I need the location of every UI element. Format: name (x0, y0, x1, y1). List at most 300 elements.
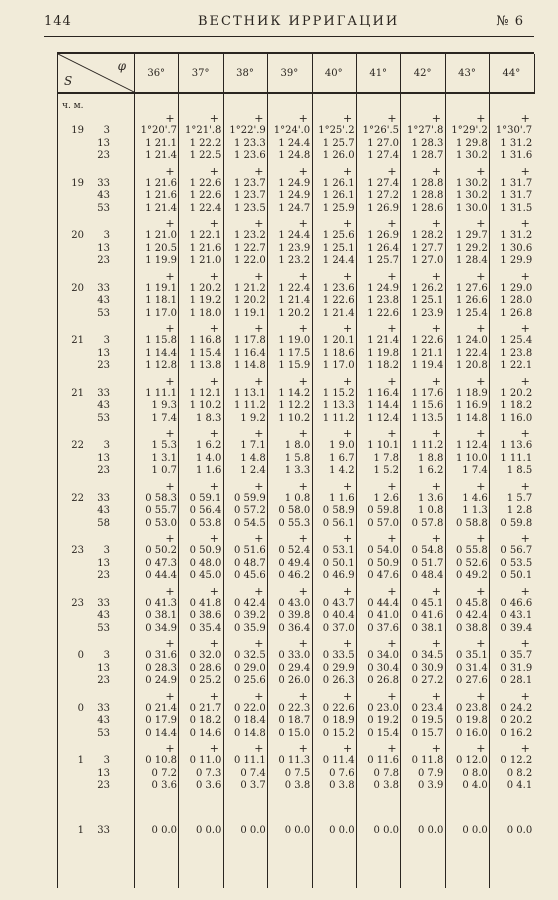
table-cell: 1 9.3 (151, 400, 177, 411)
table-cell: 0 41.0 (367, 610, 399, 621)
sign-row (58, 112, 534, 123)
table-cell: 1 24.9 (278, 177, 311, 189)
table-cell: 0 11.3 (278, 755, 311, 766)
table-cell: 0 0.0 (373, 824, 399, 836)
table-cell: 1 7.1 (240, 440, 266, 451)
table-cell: 0 26.3 (322, 675, 355, 686)
plus-sign: + (254, 322, 264, 335)
table-cell: 1 27.7 (411, 242, 444, 254)
plus-sign: + (165, 479, 175, 493)
plus-sign: + (298, 584, 308, 598)
table-cell: 1 21.4 (278, 295, 311, 306)
table-cell: 1 22.4 (278, 282, 311, 294)
minute-value: 23 (97, 465, 110, 476)
table-cell: 1 5.2 (373, 465, 399, 476)
table-cell: 1 0.8 (284, 492, 311, 504)
plus-sign: + (476, 269, 486, 283)
table-cell: 0 3.8 (284, 780, 311, 791)
plus-sign: + (387, 217, 397, 230)
minute-value: 13 (97, 767, 110, 779)
table-cell: 1 19.2 (189, 295, 222, 306)
table-cell: 1 19.9 (145, 255, 177, 266)
table-cell: 0 58.9 (322, 505, 355, 516)
plus-sign: + (165, 689, 175, 703)
table-cell: 1 22.6 (322, 295, 355, 306)
plus-sign: + (476, 112, 486, 125)
plus-sign: + (342, 584, 353, 598)
sign-row (58, 742, 534, 753)
plus-sign: + (431, 689, 441, 703)
table-cell: 1 22.1 (189, 230, 222, 241)
table-cell: 1 27.4 (367, 150, 399, 161)
table-cell: 0 28.6 (189, 662, 222, 674)
table-cell: 1 14.8 (233, 360, 266, 371)
table-cell: 0 0.0 (240, 824, 266, 836)
plus-sign: + (342, 322, 353, 335)
table-cell: 1 31.7 (500, 177, 533, 189)
table-cell: 0 7.6 (329, 767, 355, 779)
table-cell: 1 11.2 (233, 400, 266, 411)
table-row (58, 610, 534, 621)
table-cell: 0 22.6 (322, 702, 355, 714)
table-cell: 0 53.5 (500, 557, 533, 569)
table-cell: 0 23.4 (411, 702, 444, 714)
table-cell: 1 7.4 (151, 412, 177, 424)
table-cell: 0 58.3 (145, 492, 177, 504)
plus-sign: + (254, 427, 264, 440)
table-cell: 1 30.2 (455, 190, 488, 201)
table-row (58, 243, 534, 254)
plus-sign: + (342, 217, 353, 230)
plus-sign: + (165, 164, 175, 178)
plus-sign: + (520, 374, 530, 388)
table-cell: 0 46.6 (500, 597, 533, 609)
table-cell: 1 21.6 (189, 242, 222, 254)
table-cell: 1 29.2 (455, 242, 488, 254)
latitude-header: 39° (267, 54, 312, 94)
plus-sign: + (476, 689, 486, 703)
minute-value: 13 (97, 662, 110, 674)
plus-sign: + (431, 532, 441, 545)
table-cell: 0 59.9 (233, 492, 266, 504)
plus-sign: + (254, 689, 264, 703)
table-row (58, 675, 534, 686)
table-cell: 0 48.4 (411, 570, 444, 581)
table-cell: 1 22.4 (455, 347, 488, 359)
table-cell: 0 58.8 (455, 517, 488, 529)
table-cell: 0 50.1 (322, 557, 355, 569)
plus-sign: + (298, 689, 308, 703)
plus-sign: + (209, 584, 219, 598)
plus-sign: + (520, 637, 530, 650)
table-row (58, 825, 534, 836)
minute-value: 33 (97, 492, 110, 504)
table-cell: 0 3.7 (240, 780, 266, 791)
table-cell: 0 44.4 (145, 570, 177, 581)
table-cell: 1°29'.2 (451, 125, 488, 136)
minute-value: 13 (97, 347, 110, 359)
table-cell: 0 32.0 (189, 650, 222, 661)
table-cell: 1 13.5 (411, 412, 444, 424)
plus-sign: + (342, 637, 353, 650)
table-cell: 1 30.6 (500, 242, 533, 254)
plus-sign: + (254, 374, 264, 388)
hour-value: 23 (71, 545, 84, 556)
table-cell: 1 31.5 (500, 202, 533, 214)
table-row (58, 728, 534, 739)
table-row (58, 650, 534, 661)
table-row (58, 715, 534, 726)
table-cell: 1°25'.2 (318, 125, 355, 136)
table-row (58, 190, 534, 201)
table-cell: 1 20.8 (455, 360, 488, 371)
table-cell: 0 29.0 (233, 662, 266, 674)
plus-sign: + (431, 637, 441, 650)
table-cell: 0 42.4 (233, 597, 266, 609)
table-row (58, 755, 534, 766)
table-cell: 1 25.1 (322, 242, 355, 254)
table-cell: 0 35.7 (500, 650, 533, 661)
table-cell: 1 8.3 (195, 412, 222, 424)
plus-sign: + (298, 164, 308, 178)
table-row (58, 623, 534, 634)
minute-value: 3 (103, 125, 110, 136)
table-cell: 1 26.2 (411, 282, 444, 294)
table-cell: 1 31.2 (500, 137, 533, 149)
table-cell: 1 19.1 (233, 307, 266, 319)
table-cell: 1 21.0 (145, 230, 177, 241)
table-cell: 0 39.4 (500, 622, 533, 634)
minute-value: 13 (97, 452, 110, 464)
table-cell: 0 3.6 (151, 780, 177, 791)
table-cell: 0 38.1 (145, 610, 177, 621)
table-row (58, 335, 534, 346)
table-cell: 1 1.3 (462, 505, 488, 516)
table-cell: 1 16.9 (455, 400, 488, 411)
table-cell: 0 11.4 (322, 755, 355, 766)
plus-sign: + (298, 322, 308, 335)
latitude-header: 44° (489, 54, 534, 94)
table-cell: 0 43.7 (322, 597, 355, 609)
plus-sign: + (520, 112, 530, 125)
table-cell: 0 43.1 (500, 610, 533, 621)
latitude-symbol: φ (117, 59, 126, 73)
table-cell: 1 22.6 (411, 335, 444, 346)
plus-sign: + (165, 374, 175, 388)
table-cell: 1 17.0 (145, 307, 177, 319)
table-cell: 1 20.1 (322, 335, 355, 346)
table-row (58, 360, 534, 371)
journal-title: ВЕСТНИК ИРРИГАЦИИ (198, 14, 400, 29)
table-cell: 1 10.2 (278, 412, 311, 424)
table-cell: 1 10.1 (367, 440, 399, 451)
table-row (58, 440, 534, 451)
latitude-header: 36° (134, 54, 179, 94)
table-cell: 0 59.1 (189, 492, 222, 504)
table-cell: 1 22.4 (189, 202, 222, 214)
table-cell: 1 24.7 (278, 202, 311, 214)
plus-sign: + (254, 637, 264, 650)
minute-value: 23 (97, 255, 110, 266)
table-cell: 0 40.4 (322, 610, 355, 621)
minute-value: 3 (103, 545, 110, 556)
plus-sign: + (387, 689, 397, 703)
minute-value: 33 (97, 824, 110, 836)
table-cell: 1 24.8 (278, 150, 311, 161)
plus-sign: + (387, 479, 397, 493)
table-cell: 1 26.8 (500, 307, 533, 319)
table-cell: 1 21.0 (189, 255, 222, 266)
table-cell: 0 0.0 (506, 824, 533, 836)
table-cell: 0 51.7 (411, 557, 444, 569)
table-cell: 0 48.7 (233, 557, 266, 569)
table-cell: 0 3.8 (373, 780, 399, 791)
minute-value: 13 (97, 137, 110, 149)
table-cell: 1 27.6 (455, 282, 488, 294)
latitude-header: 40° (312, 54, 357, 94)
table-cell: 0 59.8 (367, 505, 399, 516)
table-cell: 1 21.6 (145, 177, 177, 189)
table-cell: 1 14.2 (278, 387, 311, 399)
sign-row (58, 322, 534, 333)
page-header (44, 14, 524, 34)
table-cell: 1 8.0 (284, 440, 311, 451)
minute-value: 3 (103, 335, 110, 346)
table-cell: 1 23.7 (233, 190, 266, 201)
table-cell: 0 7.8 (373, 767, 399, 779)
table-cell: 1 4.8 (240, 452, 266, 464)
plus-sign: + (431, 427, 441, 440)
plus-sign: + (209, 322, 219, 335)
plus-sign: + (520, 479, 530, 493)
plus-sign: + (342, 689, 353, 703)
plus-sign: + (254, 269, 264, 283)
table-cell: 0 30.9 (411, 662, 444, 674)
plus-sign: + (476, 584, 486, 598)
header-rule (44, 36, 534, 37)
table-cell: 0 12.2 (500, 755, 533, 766)
table-cell: 1 10.2 (189, 400, 222, 411)
table-cell: 1°22'.9 (229, 125, 266, 136)
table-cell: 0 16.0 (455, 727, 488, 739)
table-cell: 0 19.2 (367, 715, 399, 726)
table-cell: 1 15.9 (278, 360, 311, 371)
table-cell: 1 9.2 (240, 412, 266, 424)
table-cell: 0 55.7 (145, 505, 177, 516)
table-cell: 0 24.2 (500, 702, 533, 714)
table-cell: 1 18.2 (500, 400, 533, 411)
sign-row (58, 270, 534, 281)
table-cell: 1 29.0 (500, 282, 533, 294)
table-cell: 1 31.7 (500, 190, 533, 201)
plus-sign: + (520, 742, 530, 755)
table-cell: 1 14.8 (455, 412, 488, 424)
plus-sign: + (165, 742, 175, 755)
table-cell: 0 7.9 (417, 767, 444, 779)
table-cell: 0 51.6 (233, 545, 266, 556)
latitude-header: 37° (178, 54, 223, 94)
table-cell: 1 24.4 (278, 230, 311, 241)
table-cell: 1 17.8 (233, 335, 266, 346)
table-row (58, 518, 534, 529)
table-cell: 0 37.6 (367, 622, 399, 634)
table-cell: 0 38.8 (455, 622, 488, 634)
table-cell: 1 27.2 (367, 190, 399, 201)
plus-sign: + (298, 479, 308, 493)
table-cell: 1 30.0 (455, 202, 488, 214)
table-cell: 1 6.2 (195, 440, 222, 451)
plus-sign: + (209, 532, 219, 545)
plus-sign: + (520, 164, 530, 178)
minute-value: 53 (97, 622, 110, 634)
table-cell: 0 27.6 (455, 675, 488, 686)
table-cell: 1 15.2 (322, 387, 355, 399)
table-cell: 1 13.6 (500, 440, 533, 451)
table-cell: 1 12.1 (189, 387, 222, 399)
table-cell: 1 21.2 (233, 282, 266, 294)
table-cell: 1 23.5 (233, 202, 266, 214)
table-cell: 1 27.0 (411, 255, 444, 266)
plus-sign: + (387, 269, 397, 283)
plus-sign: + (476, 479, 486, 493)
table-cell: 1 2.6 (373, 492, 399, 504)
plus-sign: + (387, 584, 397, 598)
table-cell: 0 21.7 (189, 702, 222, 714)
table-cell: 0 57.0 (367, 517, 399, 529)
plus-sign: + (342, 742, 353, 755)
table-row (58, 255, 534, 266)
table-cell: 1 28.7 (411, 150, 444, 161)
plus-sign: + (476, 164, 486, 178)
table-cell: 1 22.1 (500, 360, 533, 371)
table-cell: 1 25.7 (367, 255, 399, 266)
table-row (58, 663, 534, 674)
hour-value: 1 (77, 755, 84, 766)
table-cell: 0 20.2 (500, 715, 533, 726)
minute-value: 3 (103, 755, 110, 766)
table-cell: 1°21'.8 (185, 125, 222, 136)
plus-sign: + (165, 269, 175, 283)
table-cell: 0 0.0 (284, 824, 311, 836)
table-cell: 0 4.0 (462, 780, 488, 791)
plus-sign: + (387, 637, 397, 650)
table-cell: 1 1.6 (195, 465, 222, 476)
table-cell: 0 29.9 (322, 662, 355, 674)
plus-sign: + (209, 427, 219, 440)
table-cell: 1 26.1 (322, 177, 355, 189)
plus-sign: + (298, 742, 308, 755)
table-cell: 1 26.6 (455, 295, 488, 306)
table-cell: 0 54.5 (233, 517, 266, 529)
table-cell: 1 26.4 (367, 242, 399, 254)
table-cell: 0 0.0 (195, 824, 222, 836)
table-cell: 1 23.6 (322, 282, 355, 294)
plus-sign: + (431, 742, 441, 755)
table-row (58, 598, 534, 609)
table-cell: 0 4.1 (506, 780, 533, 791)
table-cell: 0 30.4 (367, 662, 399, 674)
table-cell: 1 22.5 (189, 150, 222, 161)
table-cell: 1 23.9 (278, 242, 311, 254)
table-cell: 0 47.3 (145, 557, 177, 569)
table-cell: 1 13.8 (189, 360, 222, 371)
table-cell: 1 7.4 (462, 465, 488, 476)
plus-sign: + (209, 689, 219, 703)
plus-sign: + (165, 217, 175, 230)
table-cell: 0 53.1 (322, 545, 355, 556)
table-cell: 1 23.9 (411, 307, 444, 319)
hour-value: 19 (71, 177, 84, 189)
table-cell: 0 35.9 (233, 622, 266, 634)
table-cell: 1 20.2 (500, 387, 533, 399)
plus-sign: + (520, 217, 530, 230)
minute-value: 23 (97, 780, 110, 791)
page-number: 144 (44, 14, 72, 29)
plus-sign: + (165, 427, 175, 440)
table-cell: 0 26.8 (367, 675, 399, 686)
table-cell: 0 59.8 (500, 517, 533, 529)
plus-sign: + (254, 112, 264, 125)
table-row (58, 453, 534, 464)
table-cell: 0 23.0 (367, 702, 399, 714)
hour-value: 22 (71, 492, 84, 504)
table-cell: 1 5.3 (151, 440, 177, 451)
minute-value: 3 (103, 650, 110, 661)
sign-row (58, 375, 534, 386)
table-cell: 1 21.4 (145, 150, 177, 161)
table-cell: 0 54.8 (411, 545, 444, 556)
table-cell: 0 57.8 (411, 517, 444, 529)
table-cell: 0 3.8 (329, 780, 355, 791)
table-row (58, 283, 534, 294)
table-cell: 0 11.1 (233, 755, 266, 766)
hour-value: 0 (77, 650, 84, 661)
table-cell: 1 3.6 (417, 492, 444, 504)
sign-row (58, 637, 534, 648)
table-cell: 0 41.8 (189, 597, 222, 609)
table-cell: 1 23.8 (500, 347, 533, 359)
table-row (58, 558, 534, 569)
plus-sign: + (342, 532, 353, 545)
minute-value: 33 (97, 387, 110, 399)
table-cell: 0 15.4 (367, 727, 399, 739)
table-cell: 1°24'.0 (273, 125, 311, 136)
table-cell: 1 21.4 (145, 202, 177, 214)
table-cell: 1 23.3 (233, 137, 266, 149)
table-cell: 1 22.6 (367, 307, 399, 319)
table-cell: 1 18.9 (455, 387, 488, 399)
minute-value: 53 (97, 307, 110, 319)
minute-value: 33 (97, 282, 110, 294)
table-cell: 1 17.6 (411, 387, 444, 399)
plus-sign: + (476, 742, 486, 755)
plus-sign: + (254, 584, 264, 598)
plus-sign: + (298, 374, 308, 388)
table-cell: 0 50.2 (145, 545, 177, 556)
table-cell: 1 16.8 (189, 335, 222, 346)
table-cell: 1 3.1 (151, 452, 177, 464)
table-row (58, 388, 534, 399)
plus-sign: + (476, 374, 486, 388)
sign-row (58, 690, 534, 701)
table-cell: 1 14.4 (145, 347, 177, 359)
table-cell: 1 9.0 (329, 440, 355, 451)
table-cell: 1 15.4 (189, 347, 222, 359)
table-row (58, 150, 534, 161)
minute-value: 33 (97, 597, 110, 609)
hour-value: 1 (77, 824, 84, 836)
table-cell: 0 44.4 (367, 597, 399, 609)
